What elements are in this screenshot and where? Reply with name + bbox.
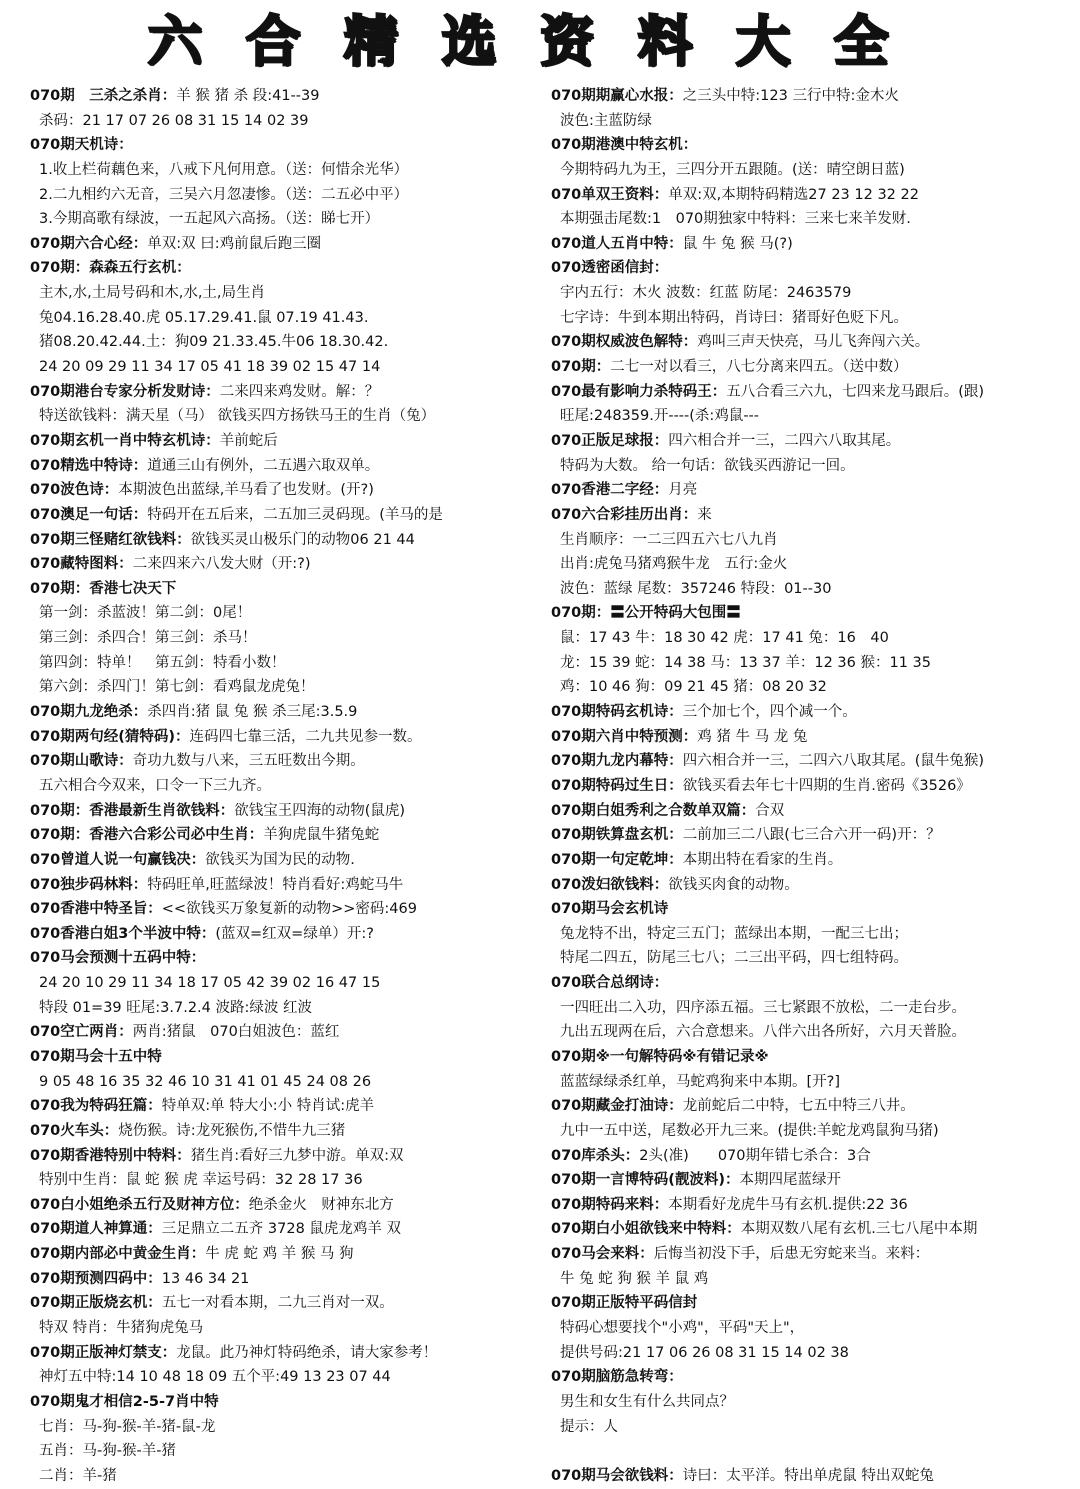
text-line — [551, 1291, 1071, 1316]
line-heading: 070马会来料： — [551, 1246, 654, 1263]
line-text: 奇功九数与八来，三五旺数出今期。 — [132, 753, 365, 770]
line-heading: 070期六肖中特预测： — [551, 728, 698, 745]
line-text: 1.收上栏荷藕色来，八戒下凡何用意。（送：何惜余光华） — [39, 161, 409, 178]
text-line — [551, 675, 1071, 700]
text-line — [551, 897, 1071, 922]
line-text: 本期波色出蓝绿,羊马看了也发财。(开?) — [118, 482, 374, 499]
text-line — [30, 454, 550, 479]
text-line — [30, 1267, 550, 1292]
line-text: 生肖顺序：一二三四五六七八九肖 — [560, 531, 778, 548]
line-text: <<欲钱买万象复新的动物>>密码:469 — [161, 901, 417, 918]
line-heading: 070单双王资料： — [551, 186, 669, 203]
text-line — [30, 996, 550, 1021]
text-line — [30, 207, 550, 232]
line-text: 一四旺出二入功，四序添五福。三七紧跟不放松，二一走台步。 — [560, 999, 966, 1016]
text-line — [551, 823, 1071, 848]
line-text: 二前加三二八跟(七三合六开一码)开：？ — [682, 827, 941, 844]
line-text: 羊 猴 猪 杀 段:41--39 — [176, 88, 320, 104]
line-text: 合双 — [755, 802, 785, 819]
line-text: 特段 01=39 旺尾:3.7.2.4 波路:绿波 红波 — [39, 999, 312, 1016]
line-heading: 070期权威波色解特： — [551, 334, 698, 351]
text-line — [30, 1217, 550, 1242]
line-heading: 070火车头： — [30, 1122, 119, 1139]
line-heading: 070期港台专家分析发财诗： — [30, 383, 220, 400]
line-text: 2头(准) 070期年错七杀合：3合 — [639, 1147, 871, 1164]
text-line — [551, 133, 1071, 158]
text-line — [30, 552, 550, 577]
line-heading: 070空亡两肖： — [30, 1024, 133, 1041]
text-line — [551, 109, 1071, 134]
line-text: 九出五现两在后，六合意想来。八伴六出各所好，六月天普脸。 — [560, 1024, 966, 1041]
text-line — [551, 1070, 1071, 1095]
text-line — [30, 1020, 550, 1045]
text-line — [551, 84, 1071, 109]
line-text: 特码开在五后来，二五加三灵码现。(羊马的是 — [147, 506, 443, 523]
line-text: 波色:主蓝防绿 — [560, 112, 652, 129]
line-text: 欲钱买灵山极乐门的动物06 21 44 — [190, 531, 415, 548]
text-line — [551, 1242, 1071, 1267]
text-line — [30, 281, 550, 306]
line-text: 欲钱买为国为民的动物. — [205, 851, 355, 868]
line-text: 24 20 10 29 11 34 18 17 05 42 39 02 16 47 15 — [39, 975, 381, 992]
line-heading: 070期正版特平码信封 — [551, 1295, 698, 1312]
text-line — [30, 675, 550, 700]
line-text: 鸡：10 46 狗：09 21 45 猪：08 20 32 — [560, 679, 827, 696]
line-text: 单双:双,本期特码精选27 23 12 32 22 — [668, 186, 919, 203]
line-text: 2.二九相约六无音，三吴六月忽凄惨。（送：二五必中平） — [39, 186, 409, 203]
page-title: 六合精选资料大全 — [148, 10, 932, 73]
line-heading: 070期香港特别中特料： — [30, 1147, 191, 1164]
text-line — [30, 109, 550, 134]
text-line — [30, 1464, 550, 1489]
text-line — [30, 971, 550, 996]
line-heading: 070期山歌诗： — [30, 753, 133, 770]
line-text: 四六相合并一三，二四六八取其尾。(鼠牛兔猴) — [682, 753, 985, 770]
line-heading: 070澳足一句话： — [30, 506, 148, 523]
text-line — [30, 651, 550, 676]
text-line — [30, 1341, 550, 1366]
line-text: 杀码：21 17 07 26 08 31 15 14 02 39 — [39, 112, 309, 129]
line-text: 牛 虎 蛇 鸡 羊 猴 马 狗 — [205, 1246, 354, 1263]
line-heading: 070期港澳中特玄机： — [551, 137, 698, 154]
text-line — [551, 577, 1071, 602]
line-heading: 070马会预测十五码中特： — [30, 950, 206, 967]
line-text: 兔龙特不出，特定三五门；蓝绿出本期，一配三七出； — [560, 925, 908, 942]
line-text: 鼠：17 43 牛：18 30 42 虎：17 41 兔：16 40 — [560, 630, 889, 647]
text-line — [30, 1415, 550, 1440]
line-text: 三足鼎立二五齐 3728 鼠虎龙鸡羊 双 — [161, 1221, 402, 1238]
line-heading: 070期白姐秀利之合数单双篇： — [551, 802, 756, 819]
text-line — [30, 1439, 550, 1464]
line-text: (蓝双=红双=绿单）开:? — [215, 925, 374, 942]
text-line — [551, 1341, 1071, 1366]
line-text: 旺尾:248359.开----(杀:鸡鼠--- — [560, 408, 760, 425]
text-line — [30, 306, 550, 331]
line-heading: 070联合总纲诗： — [551, 975, 669, 992]
line-heading: 070期马会十五中特 — [30, 1048, 162, 1065]
text-line — [30, 749, 550, 774]
line-heading: 070期九龙内幕特： — [551, 753, 683, 770]
line-text: 第六剑：杀四门！第七剑：看鸡鼠龙虎兔！ — [39, 679, 315, 696]
text-line — [30, 626, 550, 651]
line-heading: 070期※一句解特码※有错记录※ — [551, 1048, 769, 1065]
line-heading: 070期特码过生日： — [551, 777, 683, 794]
text-line — [30, 1193, 550, 1218]
line-heading: 070期：香港最新生肖欲钱料： — [30, 802, 235, 819]
text-line — [551, 207, 1071, 232]
text-line — [551, 1365, 1071, 1390]
line-text: 13 46 34 21 — [161, 1270, 250, 1287]
line-text: 羊狗虎鼠牛猪兔蛇 — [263, 827, 380, 844]
line-heading: 070期：香港六合彩公司必中生肖： — [30, 827, 264, 844]
line-text: 来 — [697, 506, 712, 523]
text-line — [30, 1045, 550, 1070]
line-text: 鼠 牛 兔 猴 马(?) — [682, 235, 793, 252]
line-text: 五肖：马-狗-猴-羊-猪 — [39, 1443, 176, 1460]
text-line — [30, 799, 550, 824]
line-text: 24 20 09 29 11 34 17 05 41 18 39 02 15 47 14 — [39, 359, 381, 376]
line-heading: 070期： — [551, 359, 611, 376]
text-line — [551, 1217, 1071, 1242]
line-text: 本期双数八尾有玄机.三七八尾中本期 — [740, 1221, 978, 1238]
line-text: 今期特码九为王，三四分开五跟随。(送：晴空朗日蓝) — [560, 161, 905, 178]
line-text: 本期强击尾数:1 070期独家中特料：三来七来羊发财. — [560, 211, 911, 228]
line-text: 鸡 猪 牛 马 龙 兔 — [697, 728, 808, 745]
line-text: 特码旺单,旺蓝绿波！特肖看好:鸡蛇马牛 — [147, 876, 404, 893]
text-line — [551, 330, 1071, 355]
line-text: 特尾二四五，防尾三七八；二三出平码，四七组特码。 — [560, 950, 908, 967]
line-text: 第四剑：特单！ 第五剑：特看小数！ — [39, 654, 286, 671]
text-line — [30, 1390, 550, 1415]
line-text: 两肖:猪鼠 070白姐波色：蓝红 — [132, 1024, 340, 1041]
text-line — [551, 651, 1071, 676]
text-line — [30, 1070, 550, 1095]
line-text: 羊前蛇后 — [219, 432, 278, 449]
line-text: 七肖：马-狗-猴-羊-猪-鼠-龙 — [39, 1418, 216, 1435]
line-heading: 070期三怪赌红欲钱料： — [30, 531, 191, 548]
line-heading: 070香港中特圣旨： — [30, 901, 162, 918]
text-line — [551, 725, 1071, 750]
line-text: 第一剑：杀蓝波！第二剑：0尾！ — [39, 605, 252, 622]
line-heading: 070藏特图料： — [30, 556, 133, 573]
line-heading: 070期特码来料： — [551, 1196, 669, 1213]
line-heading: 070期一言博特码(靓波料)： — [551, 1172, 740, 1189]
line-heading: 070期天机诗： — [30, 137, 133, 154]
text-line — [30, 232, 550, 257]
line-heading: 070最有影响力杀特码王： — [551, 383, 727, 400]
text-line — [551, 478, 1071, 503]
line-text: 绝杀金火 财神东北方 — [248, 1196, 394, 1213]
text-line — [30, 1144, 550, 1169]
line-text: 提示：人 — [560, 1418, 618, 1435]
text-line — [30, 1291, 550, 1316]
line-text: 兔04.16.28.40.虎 05.17.29.41.鼠 07.19 41.43. — [39, 309, 369, 326]
line-text: 烧伤猴。诗:龙死猴伤,不惜牛九三猪 — [118, 1122, 346, 1139]
text-line — [551, 429, 1071, 454]
line-text: 后悔当初没下手，后患无穷蛇来当。来料： — [653, 1246, 930, 1263]
line-text: 二肖：羊-猪 — [39, 1467, 117, 1484]
text-line — [551, 158, 1071, 183]
text-line — [30, 946, 550, 971]
text-line — [30, 848, 550, 873]
text-line — [551, 1316, 1071, 1341]
text-line — [30, 725, 550, 750]
text-line — [551, 749, 1071, 774]
text-line — [551, 232, 1071, 257]
line-heading: 070期预测四码中： — [30, 1270, 162, 1287]
line-heading: 070我为特码狂篇： — [30, 1098, 162, 1115]
line-text: 龙前蛇后二中特，七五中特三八井。 — [682, 1098, 915, 1115]
text-line — [30, 380, 550, 405]
text-line — [551, 552, 1071, 577]
line-heading: 070精选中特诗： — [30, 457, 148, 474]
text-line — [30, 601, 550, 626]
text-line — [30, 1094, 550, 1119]
line-heading: 070期 三杀之杀肖： — [30, 88, 177, 104]
line-heading: 070期道人神算通： — [30, 1221, 162, 1238]
line-text: 特码心想要找个"小鸡"，平码"天上"， — [560, 1320, 805, 1337]
right-column — [551, 84, 1071, 1489]
line-text: 提供号码:21 17 06 26 08 31 15 14 02 38 — [560, 1344, 849, 1361]
text-line — [551, 1119, 1071, 1144]
text-line — [551, 1390, 1071, 1415]
line-heading: 070期正版神灯禁支： — [30, 1344, 177, 1361]
text-line — [551, 1193, 1071, 1218]
line-heading: 070独步码林料： — [30, 876, 148, 893]
line-text: 蓝蓝绿绿杀红单，马蛇鸡狗来中本期。[开?] — [560, 1073, 841, 1090]
line-text: 欲钱宝王四海的动物(鼠虎) — [234, 802, 406, 819]
text-line — [30, 873, 550, 898]
text-line — [551, 971, 1071, 996]
line-text: 3.今期高歌有绿波，一五起风六高扬。（送：睇七开） — [39, 211, 380, 228]
line-text: 九中一五中送，尾数必开九三来。(提供:羊蛇龙鸡鼠狗马猪) — [560, 1122, 939, 1139]
line-heading: 070期：香港七决天下 — [30, 580, 177, 597]
text-line — [551, 700, 1071, 725]
line-heading: 070泼妇欲钱料： — [551, 876, 669, 893]
text-line — [551, 355, 1071, 380]
line-heading: 070期鬼才相信2-5-7肖中特 — [30, 1393, 219, 1410]
line-text: 单双:双 曰:鸡前鼠后跑三圈 — [147, 235, 322, 252]
text-line — [30, 330, 550, 355]
line-heading: 070期期赢心水报： — [551, 88, 683, 104]
line-heading: 070期特码玄机诗： — [551, 704, 683, 721]
text-line — [30, 922, 550, 947]
text-line — [551, 1045, 1071, 1070]
text-line — [551, 380, 1071, 405]
line-text: 龙：15 39 蛇：14 38 马：13 37 羊：12 36 猴：11 35 — [560, 654, 931, 671]
line-text: 猪08.20.42.44.土：狗09 21.33.45.牛06 18.30.42. — [39, 334, 389, 351]
line-heading: 070期九龙绝杀： — [30, 704, 148, 721]
left-column — [30, 84, 550, 1489]
line-text: 之三头中特:123 三行中特:金木火 — [682, 88, 899, 104]
line-heading: 070期脑筋急转弯： — [551, 1369, 683, 1386]
text-line — [551, 183, 1071, 208]
text-line — [551, 1144, 1071, 1169]
text-line — [551, 1267, 1071, 1292]
line-text: 三个加七个，四个减一个。 — [682, 704, 857, 721]
line-heading: 070期六合心经： — [30, 235, 148, 252]
line-text: 特单双:单 特大小:小 特肖试:虎羊 — [161, 1098, 375, 1115]
line-text: 特送欲钱料：满天星（马） 欲钱买四方扬铁马王的生肖（兔） — [39, 408, 436, 425]
text-line — [30, 355, 550, 380]
text-line — [30, 1168, 550, 1193]
text-line — [551, 1464, 1071, 1489]
text-line — [551, 626, 1071, 651]
line-text: 本期出特在看家的生肖。 — [682, 851, 843, 868]
line-text: 主木,水,土局号码和木,水,土,局生肖 — [39, 285, 266, 302]
line-text: 道通三山有例外，二五遇六取双单。 — [147, 457, 380, 474]
text-line — [30, 133, 550, 158]
line-text: 猪生肖:看好三九梦中游。单双:双 — [190, 1147, 404, 1164]
line-text: 本期四尾蓝绿开 — [739, 1172, 842, 1189]
line-text: 本期看好龙虎牛马有玄机.提供:22 36 — [668, 1196, 908, 1213]
line-text: 二来四来鸡发财。解：？ — [219, 383, 380, 400]
line-text: 宇内五行：木火 波数：红蓝 防尾：2463579 — [560, 285, 852, 302]
text-line — [30, 1119, 550, 1144]
text-line — [30, 897, 550, 922]
text-line — [551, 799, 1071, 824]
text-line — [30, 1365, 550, 1390]
line-heading: 070期内部必中黄金生肖： — [30, 1246, 206, 1263]
text-line — [551, 306, 1071, 331]
line-heading: 070香港白姐3个半波中特： — [30, 925, 216, 942]
text-line — [30, 528, 550, 553]
text-line — [551, 996, 1071, 1021]
text-line — [30, 577, 550, 602]
line-text: 特双 特肖：牛猪狗虎兔马 — [39, 1320, 204, 1337]
text-line — [551, 404, 1071, 429]
line-heading: 070曾道人说一句赢钱决： — [30, 851, 206, 868]
line-text: 男生和女生有什么共同点？ — [560, 1393, 734, 1410]
line-heading: 070白小姐绝杀五行及财神方位： — [30, 1196, 249, 1213]
line-heading: 070香港二字经： — [551, 482, 669, 499]
text-line — [551, 946, 1071, 971]
line-text: 四六相合并一三，二四六八取其尾。 — [668, 432, 901, 449]
line-text: 诗曰：太平洋。特出单虎鼠 特出双蛇兔 — [682, 1467, 934, 1484]
line-text: 连码四七靠三活，二九共见参一数。 — [189, 728, 422, 745]
line-text: 波色：蓝绿 尾数：357246 特段：01--30 — [560, 580, 832, 597]
line-text: 五六相合今双来，口令一下三九齐。 — [39, 777, 271, 794]
text-line — [551, 281, 1071, 306]
text-line — [551, 256, 1071, 281]
line-heading: 070正版足球报： — [551, 432, 669, 449]
text-line — [30, 404, 550, 429]
line-heading: 070期：森森五行玄机： — [30, 260, 191, 277]
line-heading: 070期白小姐欲钱来中特料： — [551, 1221, 741, 1238]
text-line — [30, 823, 550, 848]
line-text: 五八合看三六九，七四来龙马跟后。(跟) — [726, 383, 985, 400]
text-line — [551, 528, 1071, 553]
line-heading: 070期马会玄机诗 — [551, 901, 669, 918]
line-heading: 070库杀头： — [551, 1147, 640, 1164]
line-text: 杀四肖:猪 鼠 兔 猴 杀三尾:3.5.9 — [147, 704, 358, 721]
line-text: 五七一对看本期，二九三肖对一双。 — [161, 1295, 394, 1312]
line-heading: 070期正版烧玄机： — [30, 1295, 162, 1312]
line-text: 特码为大数。 给一句话：欲钱买西游记一回。 — [560, 457, 855, 474]
line-text: 二来四来六八发大财（开:?) — [132, 556, 311, 573]
line-heading: 070期马会欲钱料： — [551, 1467, 683, 1484]
line-text: 七字诗：牛到本期出特码，肖诗曰：猪哥好色贬下凡。 — [560, 309, 908, 326]
line-heading: 070道人五肖中特： — [551, 235, 683, 252]
line-text: 特别中生肖：鼠 蛇 猴 虎 幸运号码：32 28 17 36 — [39, 1172, 363, 1189]
line-text: 出肖:虎兔马猪鸡猴牛龙 五行:金火 — [560, 556, 788, 573]
line-heading: 070期铁算盘玄机： — [551, 827, 683, 844]
line-heading: 070期：〓公开特码大包围〓 — [551, 605, 741, 622]
text-line — [30, 1316, 550, 1341]
line-text: 龙鼠。此乃神灯特码绝杀，请大家参考！ — [176, 1344, 438, 1361]
line-heading: 070期玄机一肖中特玄机诗： — [30, 432, 220, 449]
text-line — [551, 922, 1071, 947]
text-line — [551, 1020, 1071, 1045]
line-heading: 070波色诗： — [30, 482, 119, 499]
text-line — [30, 478, 550, 503]
text-line — [551, 873, 1071, 898]
text-line — [30, 429, 550, 454]
line-heading: 070期两句经(猜特码)： — [30, 728, 190, 745]
text-line — [30, 158, 550, 183]
line-heading: 070期一句定乾坤： — [551, 851, 683, 868]
text-line — [551, 454, 1071, 479]
text-line — [551, 1168, 1071, 1193]
text-line — [551, 601, 1071, 626]
line-text: 二七一对以看三，八七分离来四五。（送中数） — [610, 359, 908, 376]
line-text: 欲钱买看去年七十四期的生肖.密码《3526》 — [682, 777, 971, 794]
text-line — [30, 700, 550, 725]
text-line — [551, 774, 1071, 799]
text-line — [30, 503, 550, 528]
text-line — [551, 1415, 1071, 1440]
line-text: 欲钱买肉食的动物。 — [668, 876, 799, 893]
text-line — [551, 848, 1071, 873]
line-text: 第三剑：杀四合！第三剑：杀马！ — [39, 630, 257, 647]
line-text: 牛 兔 蛇 狗 猴 羊 鼠 鸡 — [560, 1270, 709, 1287]
line-text: 月亮 — [668, 482, 698, 499]
line-text: 神灯五中特:14 10 48 18 09 五个平:49 13 23 07 44 — [39, 1369, 391, 1386]
text-line — [551, 1439, 1071, 1464]
line-heading: 070期藏金打油诗： — [551, 1098, 683, 1115]
text-line — [551, 503, 1071, 528]
text-line — [30, 256, 550, 281]
text-line — [30, 774, 550, 799]
line-text: 鸡叫三声天快亮，马儿飞奔闯六关。 — [697, 334, 930, 351]
text-line — [30, 183, 550, 208]
text-line — [551, 1094, 1071, 1119]
text-line — [30, 84, 550, 109]
line-heading: 070六合彩挂历出肖： — [551, 506, 698, 523]
text-line — [30, 1242, 550, 1267]
line-heading: 070透密函信封： — [551, 260, 669, 277]
line-text: 9 05 48 16 35 32 46 10 31 41 01 45 24 08 26 — [39, 1073, 372, 1090]
